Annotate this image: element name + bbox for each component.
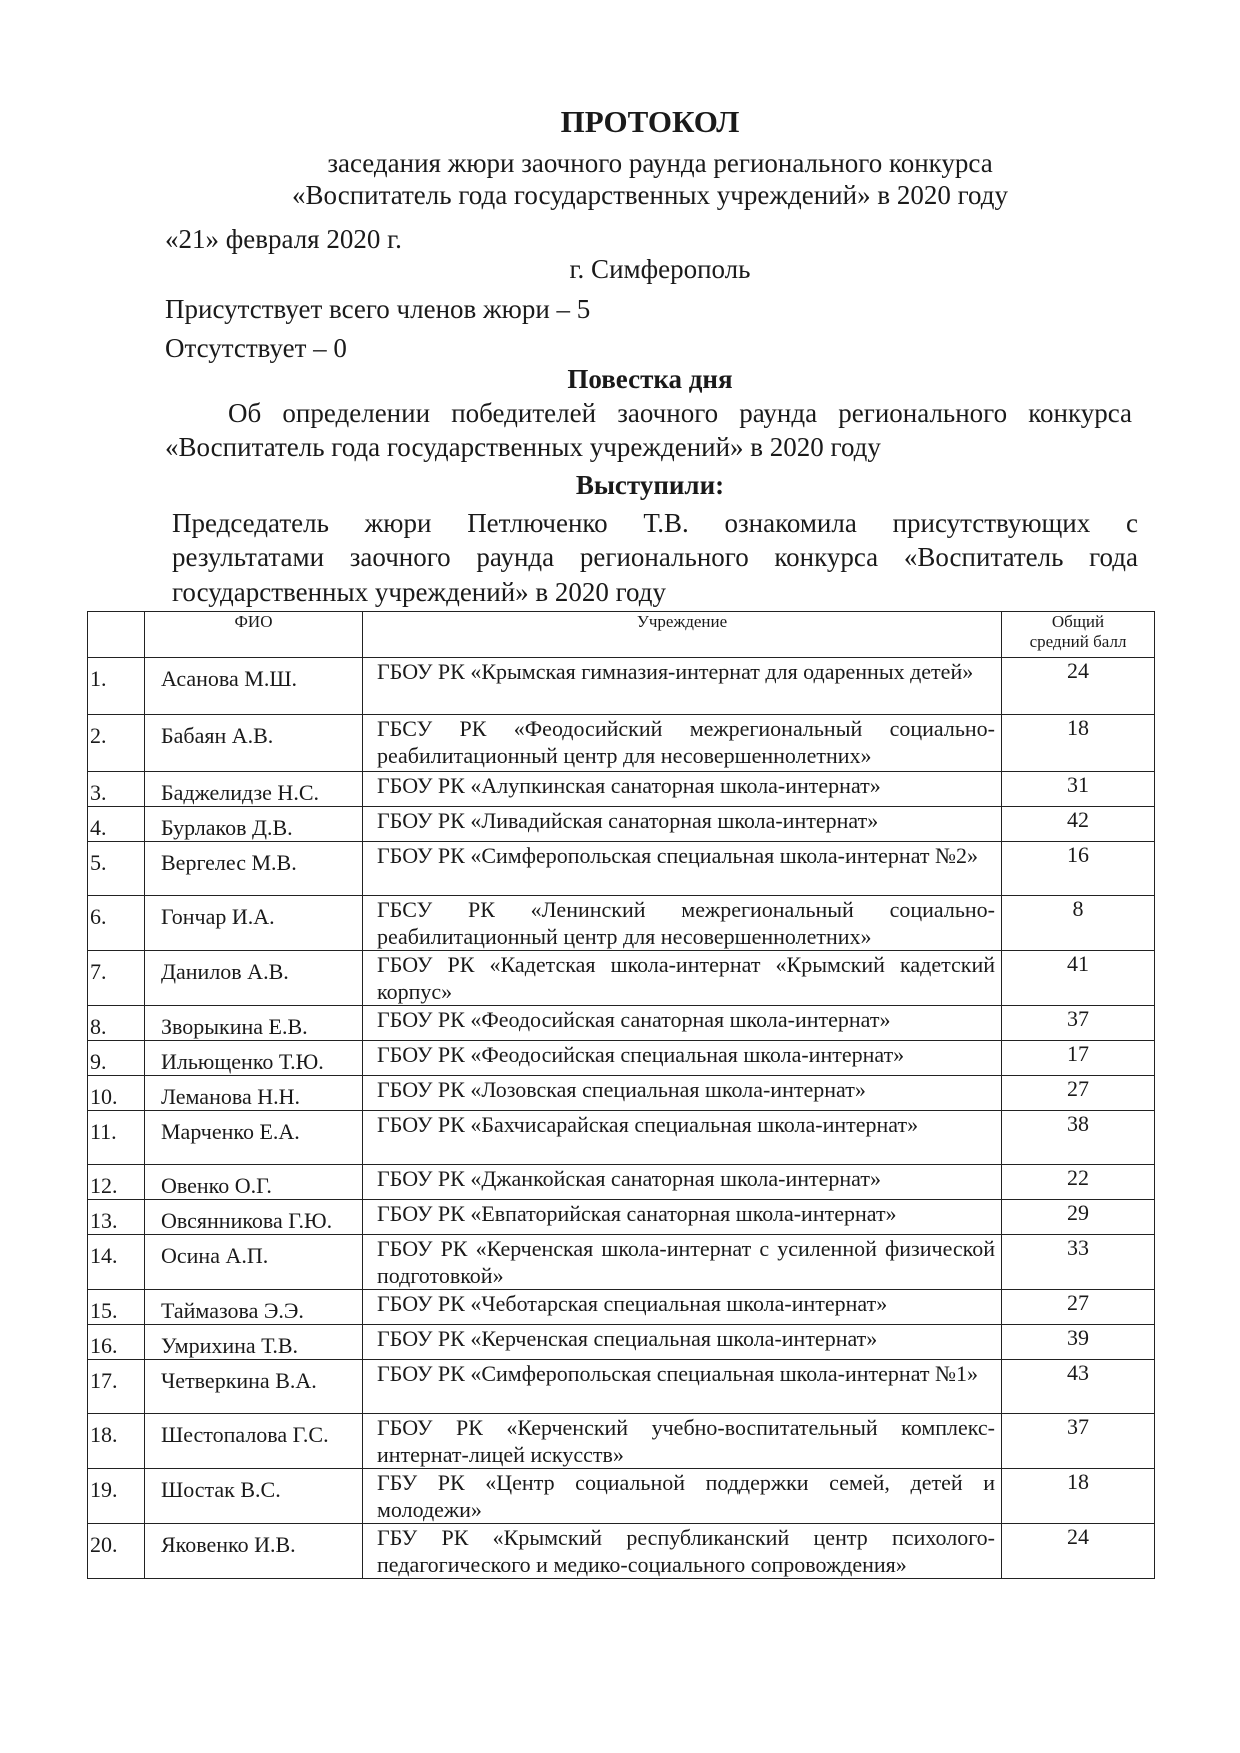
table-header-row xyxy=(88,612,1155,658)
row-institution: ГБОУ РК «Алупкинская санаторная школа-интернат» xyxy=(363,772,1002,807)
row-institution: ГБОУ РК «Керченский учебно-воспитательный комплекс-интернат-лицей искусств» xyxy=(363,1414,1002,1469)
row-institution: ГБОУ РК «Симферопольская специальная школа-интернат №1» xyxy=(363,1360,1002,1414)
row-institution: ГБОУ РК «Керченская школа-интернат с усиленной физической подготовкой» xyxy=(363,1235,1002,1290)
row-fio: Яковенко И.В. xyxy=(145,1524,363,1579)
speakers-line-3: государственных учреждений» в 2020 году xyxy=(172,577,667,607)
row-fio: Марченко Е.А. xyxy=(145,1111,363,1165)
row-score: 17 xyxy=(1002,1041,1155,1076)
row-number: 3. xyxy=(88,772,145,807)
row-institution: ГБОУ РК «Бахчисарайская специальная школа-интернат» xyxy=(363,1111,1002,1165)
row-number: 11. xyxy=(88,1111,145,1165)
row-score: 43 xyxy=(1002,1360,1155,1414)
speakers-line-2: результатами заочного раунда регионального конкурса «Воспитатель года xyxy=(172,542,1138,572)
row-number: 13. xyxy=(88,1200,145,1235)
row-fio: Леманова Н.Н. xyxy=(145,1076,363,1111)
row-number: 8. xyxy=(88,1006,145,1041)
row-fio: Умрихина Т.В. xyxy=(145,1325,363,1360)
row-fio: Бабаян А.В. xyxy=(145,715,363,772)
table-row xyxy=(88,1414,1155,1469)
table-row xyxy=(88,842,1155,896)
table-row xyxy=(88,951,1155,1006)
table-row xyxy=(88,1325,1155,1360)
row-institution: ГБОУ РК «Феодосийская специальная школа-интернат» xyxy=(363,1041,1002,1076)
row-number: 6. xyxy=(88,896,145,951)
row-number: 7. xyxy=(88,951,145,1006)
speakers-heading: Выступили: xyxy=(575,470,725,500)
row-institution: ГБОУ РК «Лозовская специальная школа-интернат» xyxy=(363,1076,1002,1111)
row-score: 37 xyxy=(1002,1006,1155,1041)
table-row xyxy=(88,1290,1155,1325)
row-number: 1. xyxy=(88,658,145,715)
row-fio: Овенко О.Г. xyxy=(145,1165,363,1200)
row-institution: ГБОУ РК «Чеботарская специальная школа-интернат» xyxy=(363,1290,1002,1325)
row-institution: ГБУ РК «Крымский республиканский центр психолого-педагогического и медико-социального сопровождения» xyxy=(363,1524,1002,1579)
speakers-line-1: Председатель жюри Петлюченко Т.В. ознакомила присутствующих с xyxy=(172,508,1138,538)
row-fio: Шостак В.С. xyxy=(145,1469,363,1524)
table-row xyxy=(88,1200,1155,1235)
row-fio: Вергелес М.В. xyxy=(145,842,363,896)
table-row xyxy=(88,1235,1155,1290)
row-score: 27 xyxy=(1002,1290,1155,1325)
row-number: 12. xyxy=(88,1165,145,1200)
row-institution: ГБОУ РК «Джанкойская санаторная школа-интернат» xyxy=(363,1165,1002,1200)
row-score: 42 xyxy=(1002,807,1155,842)
header-fio: ФИО xyxy=(145,612,363,658)
document-city: г. Симферополь xyxy=(569,254,751,284)
header-score-line-1: Общий xyxy=(1051,612,1105,631)
document-title: ПРОТОКОЛ xyxy=(560,104,740,139)
row-institution: ГБОУ РК «Евпаторийская санаторная школа-интернат» xyxy=(363,1200,1002,1235)
agenda-line-1: Об определении победителей заочного раунда регионального конкурса xyxy=(228,398,1132,428)
row-fio: Осина А.П. xyxy=(145,1235,363,1290)
row-score: 39 xyxy=(1002,1325,1155,1360)
row-number: 15. xyxy=(88,1290,145,1325)
row-fio: Бурлаков Д.В. xyxy=(145,807,363,842)
row-number: 4. xyxy=(88,807,145,842)
table-row xyxy=(88,1041,1155,1076)
row-number: 17. xyxy=(88,1360,145,1414)
header-num xyxy=(88,612,145,658)
row-score: 16 xyxy=(1002,842,1155,896)
row-score: 29 xyxy=(1002,1200,1155,1235)
table-row xyxy=(88,772,1155,807)
table-row xyxy=(88,896,1155,951)
row-number: 2. xyxy=(88,715,145,772)
row-number: 19. xyxy=(88,1469,145,1524)
row-score: 38 xyxy=(1002,1111,1155,1165)
row-score: 27 xyxy=(1002,1076,1155,1111)
header-score-line-2: средний балл xyxy=(1029,632,1127,651)
header-org: Учреждение xyxy=(363,612,1002,658)
table-row xyxy=(88,1469,1155,1524)
row-score: 18 xyxy=(1002,1469,1155,1524)
row-institution: ГБОУ РК «Симферопольская специальная школа-интернат №2» xyxy=(363,842,1002,896)
row-institution: ГБОУ РК «Керченская специальная школа-интернат» xyxy=(363,1325,1002,1360)
table-row xyxy=(88,1360,1155,1414)
row-score: 31 xyxy=(1002,772,1155,807)
header-score xyxy=(1002,612,1155,658)
row-number: 18. xyxy=(88,1414,145,1469)
subtitle-line-2: «Воспитатель года государственных учреждений» в 2020 году xyxy=(292,180,1008,210)
row-score: 8 xyxy=(1002,896,1155,951)
row-score: 24 xyxy=(1002,1524,1155,1579)
row-institution: ГБОУ РК «Крымская гимназия-интернат для одаренных детей» xyxy=(363,658,1002,715)
table-row xyxy=(88,658,1155,715)
row-score: 22 xyxy=(1002,1165,1155,1200)
row-score: 18 xyxy=(1002,715,1155,772)
row-fio: Овсянникова Г.Ю. xyxy=(145,1200,363,1235)
jury-present: Присутствует всего членов жюри – 5 xyxy=(165,294,591,324)
row-fio: Четверкина В.А. xyxy=(145,1360,363,1414)
row-institution: ГБОУ РК «Кадетская школа-интернат «Крымский кадетский корпус» xyxy=(363,951,1002,1006)
row-number: 16. xyxy=(88,1325,145,1360)
row-institution: ГБСУ РК «Феодосийский межрегиональный социально-реабилитационный центр для несовершеннолетних» xyxy=(363,715,1002,772)
row-institution: ГБСУ РК «Ленинский межрегиональный социально-реабилитационный центр для несовершеннолетних» xyxy=(363,896,1002,951)
row-fio: Таймазова Э.Э. xyxy=(145,1290,363,1325)
document-date: «21» февраля 2020 г. xyxy=(165,224,402,254)
table-row xyxy=(88,807,1155,842)
table-row xyxy=(88,715,1155,772)
table-row xyxy=(88,1111,1155,1165)
row-score: 24 xyxy=(1002,658,1155,715)
table-row xyxy=(88,1165,1155,1200)
row-fio: Данилов А.В. xyxy=(145,951,363,1006)
row-number: 14. xyxy=(88,1235,145,1290)
jury-absent: Отсутствует – 0 xyxy=(165,333,347,363)
row-score: 41 xyxy=(1002,951,1155,1006)
row-fio: Зворыкина Е.В. xyxy=(145,1006,363,1041)
row-score: 33 xyxy=(1002,1235,1155,1290)
row-institution: ГБОУ РК «Ливадийская санаторная школа-интернат» xyxy=(363,807,1002,842)
row-fio: Асанова М.Ш. xyxy=(145,658,363,715)
row-number: 20. xyxy=(88,1524,145,1579)
row-fio: Ильющенко Т.Ю. xyxy=(145,1041,363,1076)
subtitle-line-1: заседания жюри заочного раунда регионального конкурса xyxy=(327,148,993,178)
results-table xyxy=(87,611,1155,1579)
table-row xyxy=(88,1524,1155,1579)
agenda-heading: Повестка дня xyxy=(567,364,733,394)
row-number: 10. xyxy=(88,1076,145,1111)
row-score: 37 xyxy=(1002,1414,1155,1469)
row-fio: Гончар И.А. xyxy=(145,896,363,951)
row-institution: ГБУ РК «Центр социальной поддержки семей, детей и молодежи» xyxy=(363,1469,1002,1524)
table-row xyxy=(88,1006,1155,1041)
row-number: 9. xyxy=(88,1041,145,1076)
row-fio: Шестопалова Г.С. xyxy=(145,1414,363,1469)
row-institution: ГБОУ РК «Феодосийская санаторная школа-интернат» xyxy=(363,1006,1002,1041)
row-number: 5. xyxy=(88,842,145,896)
row-fio: Баджелидзе Н.С. xyxy=(145,772,363,807)
table-row xyxy=(88,1076,1155,1111)
agenda-line-2: «Воспитатель года государственных учреждений» в 2020 году xyxy=(165,432,881,462)
